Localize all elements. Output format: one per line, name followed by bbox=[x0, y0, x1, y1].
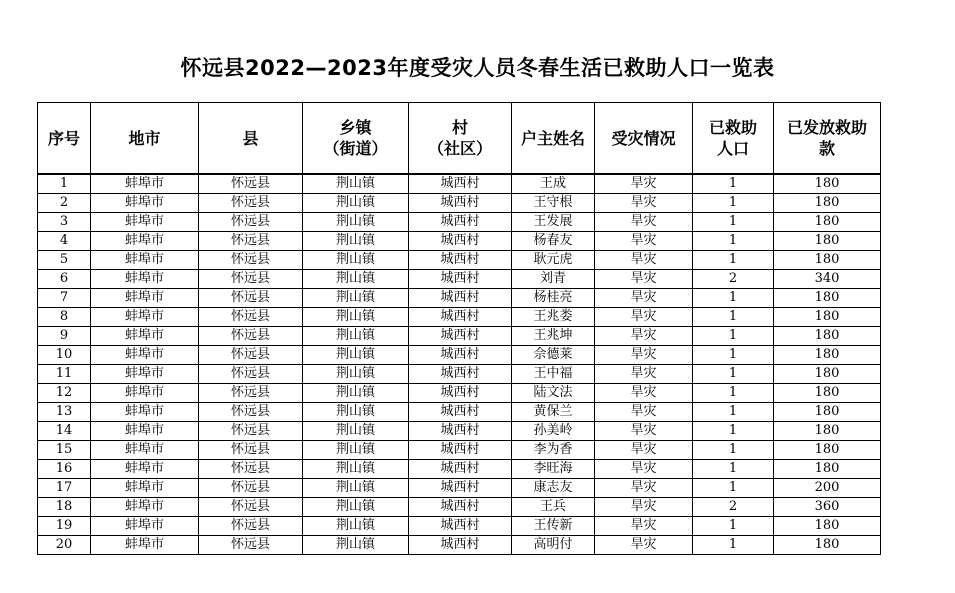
cell-aided-people: 1 bbox=[693, 308, 774, 327]
cell-town: 荆山镇 bbox=[303, 194, 409, 213]
cell-aided-people: 1 bbox=[693, 441, 774, 460]
cell-no: 12 bbox=[38, 384, 91, 403]
cell-aided-people: 1 bbox=[693, 536, 774, 555]
cell-village: 城西村 bbox=[409, 422, 512, 441]
cell-county: 怀远县 bbox=[199, 251, 303, 270]
cell-town: 荆山镇 bbox=[303, 346, 409, 365]
table-row bbox=[38, 441, 881, 460]
table-row bbox=[38, 517, 881, 536]
cell-no: 1 bbox=[38, 174, 91, 194]
cell-disaster: 旱灾 bbox=[595, 403, 693, 422]
cell-aided-people: 1 bbox=[693, 194, 774, 213]
cell-village: 城西村 bbox=[409, 327, 512, 346]
cell-household-head: 王兆坤 bbox=[512, 327, 595, 346]
cell-aided-people: 2 bbox=[693, 498, 774, 517]
cell-aided-people: 1 bbox=[693, 422, 774, 441]
cell-amount: 180 bbox=[774, 232, 881, 251]
cell-household-head: 王守根 bbox=[512, 194, 595, 213]
cell-town: 荆山镇 bbox=[303, 384, 409, 403]
cell-town: 荆山镇 bbox=[303, 327, 409, 346]
cell-county: 怀远县 bbox=[199, 346, 303, 365]
cell-amount: 180 bbox=[774, 517, 881, 536]
cell-aided-people: 1 bbox=[693, 403, 774, 422]
cell-town: 荆山镇 bbox=[303, 308, 409, 327]
cell-county: 怀远县 bbox=[199, 327, 303, 346]
cell-county: 怀远县 bbox=[199, 498, 303, 517]
cell-village: 城西村 bbox=[409, 251, 512, 270]
cell-aided-people: 1 bbox=[693, 517, 774, 536]
table-row bbox=[38, 422, 881, 441]
page-title: 怀远县2022—2023年度受灾人员冬春生活已救助人口一览表 bbox=[180, 56, 775, 80]
cell-disaster: 旱灾 bbox=[595, 498, 693, 517]
cell-household-head: 李为香 bbox=[512, 441, 595, 460]
cell-village: 城西村 bbox=[409, 213, 512, 232]
cell-disaster: 旱灾 bbox=[595, 365, 693, 384]
cell-aided-people: 1 bbox=[693, 251, 774, 270]
cell-county: 怀远县 bbox=[199, 517, 303, 536]
cell-village: 城西村 bbox=[409, 365, 512, 384]
cell-town: 荆山镇 bbox=[303, 403, 409, 422]
cell-disaster: 旱灾 bbox=[595, 232, 693, 251]
cell-disaster: 旱灾 bbox=[595, 213, 693, 232]
cell-city: 蚌埠市 bbox=[91, 536, 199, 555]
cell-no: 10 bbox=[38, 346, 91, 365]
cell-household-head: 陆文法 bbox=[512, 384, 595, 403]
cell-village: 城西村 bbox=[409, 441, 512, 460]
col-header-town-line2: （街道） bbox=[323, 139, 388, 158]
cell-town: 荆山镇 bbox=[303, 441, 409, 460]
cell-city: 蚌埠市 bbox=[91, 365, 199, 384]
cell-county: 怀远县 bbox=[199, 460, 303, 479]
table-row bbox=[38, 536, 881, 555]
cell-village: 城西村 bbox=[409, 308, 512, 327]
cell-city: 蚌埠市 bbox=[91, 174, 199, 194]
cell-no: 4 bbox=[38, 232, 91, 251]
col-header-village-line1: 村 bbox=[451, 118, 468, 137]
cell-amount: 180 bbox=[774, 327, 881, 346]
cell-village: 城西村 bbox=[409, 384, 512, 403]
cell-household-head: 杨桂亮 bbox=[512, 289, 595, 308]
cell-no: 8 bbox=[38, 308, 91, 327]
cell-city: 蚌埠市 bbox=[91, 213, 199, 232]
cell-household-head: 李旺海 bbox=[512, 460, 595, 479]
col-header-disaster: 受灾情况 bbox=[595, 103, 693, 175]
cell-village: 城西村 bbox=[409, 289, 512, 308]
cell-town: 荆山镇 bbox=[303, 422, 409, 441]
col-header-aided-line2: 人口 bbox=[716, 139, 749, 158]
cell-disaster: 旱灾 bbox=[595, 346, 693, 365]
cell-household-head: 康志友 bbox=[512, 479, 595, 498]
cell-disaster: 旱灾 bbox=[595, 384, 693, 403]
cell-disaster: 旱灾 bbox=[595, 441, 693, 460]
cell-amount: 180 bbox=[774, 460, 881, 479]
table-row bbox=[38, 213, 881, 232]
cell-amount: 180 bbox=[774, 213, 881, 232]
cell-county: 怀远县 bbox=[199, 289, 303, 308]
cell-amount: 180 bbox=[774, 441, 881, 460]
cell-village: 城西村 bbox=[409, 232, 512, 251]
cell-household-head: 佘德莱 bbox=[512, 346, 595, 365]
table-body bbox=[38, 174, 881, 555]
cell-county: 怀远县 bbox=[199, 479, 303, 498]
cell-household-head: 刘青 bbox=[512, 270, 595, 289]
cell-no: 9 bbox=[38, 327, 91, 346]
table-row bbox=[38, 365, 881, 384]
cell-county: 怀远县 bbox=[199, 213, 303, 232]
table-row bbox=[38, 498, 881, 517]
table-row bbox=[38, 270, 881, 289]
cell-disaster: 旱灾 bbox=[595, 460, 693, 479]
cell-aided-people: 1 bbox=[693, 460, 774, 479]
col-header-town bbox=[303, 103, 409, 175]
cell-amount: 180 bbox=[774, 422, 881, 441]
cell-city: 蚌埠市 bbox=[91, 194, 199, 213]
cell-disaster: 旱灾 bbox=[595, 174, 693, 194]
cell-aided-people: 1 bbox=[693, 327, 774, 346]
cell-amount: 180 bbox=[774, 174, 881, 194]
col-header-no: 序号 bbox=[38, 103, 91, 175]
cell-county: 怀远县 bbox=[199, 403, 303, 422]
cell-city: 蚌埠市 bbox=[91, 403, 199, 422]
cell-no: 6 bbox=[38, 270, 91, 289]
cell-village: 城西村 bbox=[409, 536, 512, 555]
cell-household-head: 王兵 bbox=[512, 498, 595, 517]
cell-amount: 180 bbox=[774, 251, 881, 270]
cell-village: 城西村 bbox=[409, 479, 512, 498]
cell-city: 蚌埠市 bbox=[91, 270, 199, 289]
cell-no: 19 bbox=[38, 517, 91, 536]
cell-amount: 180 bbox=[774, 536, 881, 555]
cell-village: 城西村 bbox=[409, 460, 512, 479]
cell-amount: 180 bbox=[774, 308, 881, 327]
cell-town: 荆山镇 bbox=[303, 232, 409, 251]
cell-aided-people: 1 bbox=[693, 365, 774, 384]
cell-amount: 180 bbox=[774, 194, 881, 213]
cell-aided-people: 1 bbox=[693, 384, 774, 403]
table-row bbox=[38, 479, 881, 498]
cell-town: 荆山镇 bbox=[303, 536, 409, 555]
cell-town: 荆山镇 bbox=[303, 270, 409, 289]
cell-disaster: 旱灾 bbox=[595, 270, 693, 289]
col-header-amount-line2: 款 bbox=[818, 139, 835, 158]
cell-city: 蚌埠市 bbox=[91, 498, 199, 517]
cell-household-head: 王中福 bbox=[512, 365, 595, 384]
cell-city: 蚌埠市 bbox=[91, 289, 199, 308]
cell-disaster: 旱灾 bbox=[595, 517, 693, 536]
cell-town: 荆山镇 bbox=[303, 479, 409, 498]
table-row bbox=[38, 460, 881, 479]
cell-county: 怀远县 bbox=[199, 384, 303, 403]
cell-no: 13 bbox=[38, 403, 91, 422]
cell-county: 怀远县 bbox=[199, 232, 303, 251]
col-header-aided-people bbox=[693, 103, 774, 175]
cell-village: 城西村 bbox=[409, 346, 512, 365]
cell-county: 怀远县 bbox=[199, 194, 303, 213]
cell-no: 18 bbox=[38, 498, 91, 517]
col-header-amount bbox=[774, 103, 881, 175]
cell-village: 城西村 bbox=[409, 517, 512, 536]
table-row bbox=[38, 174, 881, 194]
cell-amount: 200 bbox=[774, 479, 881, 498]
col-header-aided-line1: 已救助 bbox=[708, 118, 757, 137]
col-header-household-head: 户主姓名 bbox=[512, 103, 595, 175]
cell-village: 城西村 bbox=[409, 498, 512, 517]
cell-no: 17 bbox=[38, 479, 91, 498]
cell-no: 16 bbox=[38, 460, 91, 479]
cell-disaster: 旱灾 bbox=[595, 194, 693, 213]
cell-city: 蚌埠市 bbox=[91, 460, 199, 479]
cell-no: 2 bbox=[38, 194, 91, 213]
cell-household-head: 耿元虎 bbox=[512, 251, 595, 270]
cell-county: 怀远县 bbox=[199, 441, 303, 460]
table-row bbox=[38, 308, 881, 327]
cell-amount: 180 bbox=[774, 289, 881, 308]
cell-city: 蚌埠市 bbox=[91, 384, 199, 403]
cell-town: 荆山镇 bbox=[303, 289, 409, 308]
cell-town: 荆山镇 bbox=[303, 365, 409, 384]
cell-amount: 180 bbox=[774, 384, 881, 403]
cell-aided-people: 2 bbox=[693, 270, 774, 289]
cell-city: 蚌埠市 bbox=[91, 232, 199, 251]
cell-disaster: 旱灾 bbox=[595, 289, 693, 308]
cell-town: 荆山镇 bbox=[303, 251, 409, 270]
cell-aided-people: 1 bbox=[693, 289, 774, 308]
cell-no: 5 bbox=[38, 251, 91, 270]
table-header bbox=[38, 103, 881, 175]
cell-county: 怀远县 bbox=[199, 536, 303, 555]
cell-aided-people: 1 bbox=[693, 213, 774, 232]
cell-disaster: 旱灾 bbox=[595, 536, 693, 555]
col-header-town-line1: 乡镇 bbox=[339, 118, 372, 137]
cell-disaster: 旱灾 bbox=[595, 251, 693, 270]
cell-city: 蚌埠市 bbox=[91, 517, 199, 536]
cell-aided-people: 1 bbox=[693, 174, 774, 194]
cell-no: 3 bbox=[38, 213, 91, 232]
cell-city: 蚌埠市 bbox=[91, 479, 199, 498]
cell-household-head: 王成 bbox=[512, 174, 595, 194]
cell-household-head: 黄保兰 bbox=[512, 403, 595, 422]
cell-household-head: 王发展 bbox=[512, 213, 595, 232]
cell-aided-people: 1 bbox=[693, 479, 774, 498]
cell-town: 荆山镇 bbox=[303, 460, 409, 479]
table-row bbox=[38, 403, 881, 422]
cell-village: 城西村 bbox=[409, 403, 512, 422]
cell-town: 荆山镇 bbox=[303, 213, 409, 232]
cell-amount: 360 bbox=[774, 498, 881, 517]
cell-household-head: 高明付 bbox=[512, 536, 595, 555]
cell-disaster: 旱灾 bbox=[595, 479, 693, 498]
cell-city: 蚌埠市 bbox=[91, 441, 199, 460]
cell-city: 蚌埠市 bbox=[91, 422, 199, 441]
col-header-county: 县 bbox=[199, 103, 303, 175]
cell-village: 城西村 bbox=[409, 194, 512, 213]
cell-disaster: 旱灾 bbox=[595, 327, 693, 346]
cell-disaster: 旱灾 bbox=[595, 308, 693, 327]
cell-no: 14 bbox=[38, 422, 91, 441]
cell-amount: 180 bbox=[774, 365, 881, 384]
relief-table bbox=[37, 102, 881, 555]
table-row bbox=[38, 289, 881, 308]
cell-aided-people: 1 bbox=[693, 232, 774, 251]
cell-city: 蚌埠市 bbox=[91, 251, 199, 270]
table-row bbox=[38, 251, 881, 270]
cell-town: 荆山镇 bbox=[303, 498, 409, 517]
cell-household-head: 孙美岭 bbox=[512, 422, 595, 441]
table-row bbox=[38, 346, 881, 365]
cell-county: 怀远县 bbox=[199, 365, 303, 384]
cell-no: 20 bbox=[38, 536, 91, 555]
cell-county: 怀远县 bbox=[199, 174, 303, 194]
table-row bbox=[38, 194, 881, 213]
cell-city: 蚌埠市 bbox=[91, 327, 199, 346]
cell-village: 城西村 bbox=[409, 270, 512, 289]
cell-amount: 180 bbox=[774, 403, 881, 422]
cell-city: 蚌埠市 bbox=[91, 308, 199, 327]
col-header-village-line2: （社区） bbox=[427, 139, 492, 158]
cell-no: 7 bbox=[38, 289, 91, 308]
cell-disaster: 旱灾 bbox=[595, 422, 693, 441]
cell-aided-people: 1 bbox=[693, 346, 774, 365]
cell-amount: 180 bbox=[774, 346, 881, 365]
cell-amount: 340 bbox=[774, 270, 881, 289]
table-row bbox=[38, 232, 881, 251]
table-row bbox=[38, 327, 881, 346]
cell-city: 蚌埠市 bbox=[91, 346, 199, 365]
col-header-village bbox=[409, 103, 512, 175]
cell-county: 怀远县 bbox=[199, 308, 303, 327]
cell-town: 荆山镇 bbox=[303, 174, 409, 194]
cell-no: 11 bbox=[38, 365, 91, 384]
cell-town: 荆山镇 bbox=[303, 517, 409, 536]
cell-household-head: 杨春友 bbox=[512, 232, 595, 251]
cell-no: 15 bbox=[38, 441, 91, 460]
cell-household-head: 王兆娄 bbox=[512, 308, 595, 327]
col-header-amount-line1: 已发放救助 bbox=[786, 118, 867, 137]
cell-county: 怀远县 bbox=[199, 270, 303, 289]
table-row bbox=[38, 384, 881, 403]
col-header-city: 地市 bbox=[91, 103, 199, 175]
cell-county: 怀远县 bbox=[199, 422, 303, 441]
cell-village: 城西村 bbox=[409, 174, 512, 194]
cell-household-head: 王传新 bbox=[512, 517, 595, 536]
